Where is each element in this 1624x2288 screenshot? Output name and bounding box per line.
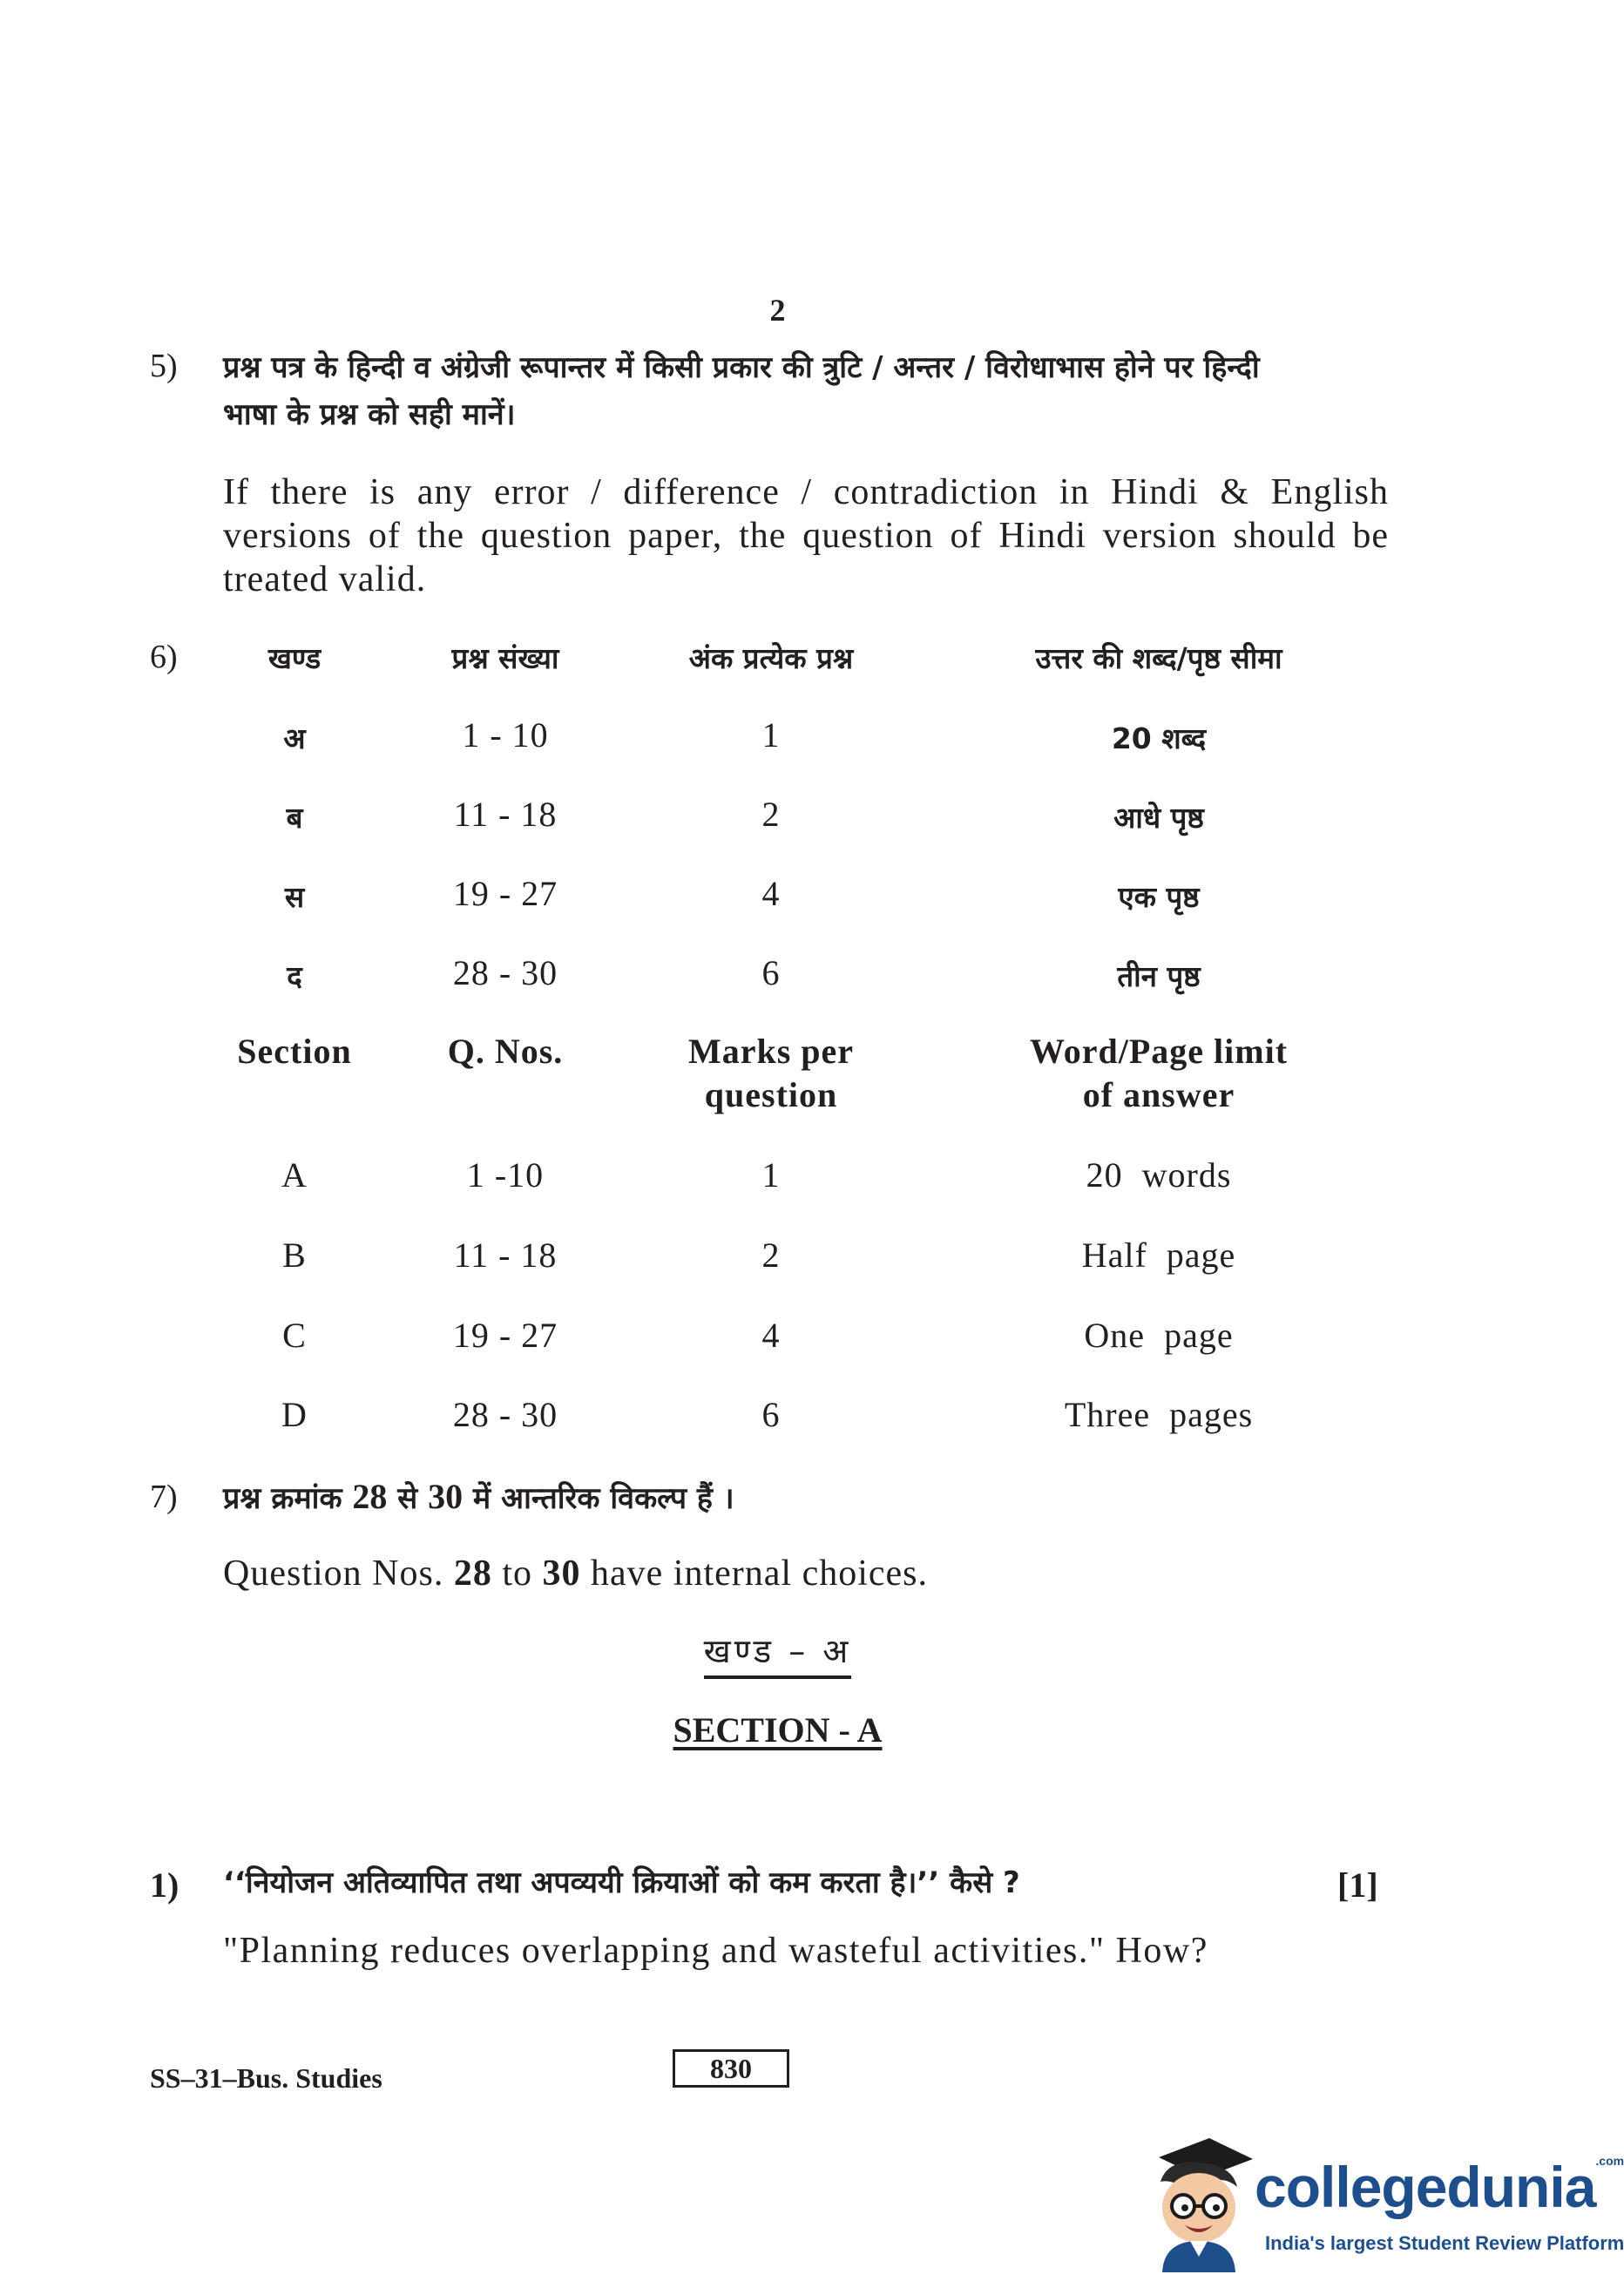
hindi-row-3-section: स — [284, 880, 305, 914]
english-row-4-marks: 6 — [761, 1395, 781, 1434]
hindi-row-4-marks: 6 — [761, 953, 781, 992]
brand-name — [1255, 2154, 1624, 2220]
english-header-qnos: Q. Nos. — [447, 1032, 564, 1071]
hindi-header-limit: उत्तर की शब्द/पृष्ठ सीमा — [1035, 641, 1282, 675]
instruction-7-number: 7) — [150, 1479, 178, 1515]
hindi-row-4-limit: तीन पृष्ठ — [1117, 959, 1201, 993]
instruction-7-english-n2: 30 — [542, 1554, 581, 1594]
english-row-1-section: A — [281, 1155, 308, 1195]
question-1-marks: [1] — [1337, 1865, 1378, 1905]
instruction-5-hindi-line2: भाषा के प्रश्न को सही मानें। — [223, 397, 516, 432]
brand-name-text: collegedunia — [1255, 2155, 1596, 2219]
english-header-limit-line2: of answer — [1082, 1075, 1235, 1114]
english-row-2-section: B — [282, 1235, 307, 1275]
hindi-header-qnos: प्रश्न संख्या — [451, 641, 559, 675]
hindi-row-3-marks: 4 — [761, 874, 781, 913]
section-heading-hindi: खण्ड – अ — [704, 1632, 852, 1679]
section-heading-english-wrap — [0, 1709, 1555, 1750]
instruction-7-hindi-pre: प्रश्न क्रमांक — [223, 1481, 353, 1516]
english-row-1-marks: 1 — [761, 1155, 781, 1195]
english-header-marks-line1: Marks per — [687, 1032, 855, 1071]
hindi-row-4-qnos: 28 - 30 — [452, 953, 558, 992]
brand-tagline: India's largest Student Review Platform — [1265, 2232, 1624, 2254]
english-row-3-limit: One page — [1084, 1316, 1234, 1355]
hindi-row-1-limit: 20 शब्द — [1111, 721, 1207, 755]
instruction-7-english-n1: 28 — [453, 1554, 492, 1594]
hindi-row-2-qnos: 11 - 18 — [453, 795, 558, 834]
instruction-7-hindi — [223, 1471, 734, 1525]
hindi-row-2-limit: आधे पृष्ठ — [1113, 801, 1204, 835]
hindi-row-1-marks: 1 — [761, 715, 781, 755]
instruction-5-number: 5) — [150, 348, 178, 384]
instruction-7-english — [223, 1553, 928, 1594]
instruction-5-hindi-line1: प्रश्न पत्र के हिन्दी व अंग्रेजी रूपान्तर में किसी प्रकार की त्रुटि / अन्तर / विरोधाभास होने पर हिन्दी — [223, 350, 1260, 385]
instruction-7-english-mid: to — [491, 1554, 543, 1594]
instruction-7-hindi-n1: 28 — [352, 1477, 388, 1516]
instruction-6-number: 6) — [150, 639, 178, 675]
english-row-2-limit: Half page — [1081, 1235, 1236, 1275]
hindi-header-section: खण्ड — [267, 641, 321, 675]
hindi-row-2-section: ब — [286, 801, 303, 835]
footer-code-box: 830 — [673, 2049, 789, 2088]
instruction-7-hindi-n2: 30 — [428, 1477, 464, 1516]
section-heading-hindi-wrap — [0, 1628, 1555, 1673]
english-header-limit-line1: Word/Page limit — [1029, 1032, 1289, 1071]
english-row-4-limit: Three pages — [1064, 1395, 1254, 1434]
english-row-1-limit: 20 words — [1086, 1155, 1232, 1195]
hindi-row-4-section: द — [287, 959, 302, 993]
english-row-3-section: C — [282, 1316, 307, 1355]
english-row-4-qnos: 28 - 30 — [452, 1395, 558, 1434]
hindi-row-3-limit: एक पृष्ठ — [1118, 880, 1200, 914]
instruction-7-hindi-post: में आन्तरिक विकल्प हैं । — [463, 1481, 734, 1516]
english-row-2-marks: 2 — [761, 1235, 781, 1275]
english-row-1-qnos: 1 -10 — [466, 1155, 545, 1195]
question-1-english: "Planning reduces overlapping and wasteful activities." How? — [223, 1931, 1208, 1971]
section-heading-english: SECTION - A — [673, 1710, 883, 1750]
hindi-header-marks: अंक प्रत्येक प्रश्न — [688, 641, 854, 675]
english-row-3-qnos: 19 - 27 — [452, 1316, 558, 1355]
hindi-row-1-qnos: 1 - 10 — [462, 715, 549, 755]
page-number: 2 — [769, 293, 786, 328]
english-header-section: Section — [237, 1032, 352, 1071]
hindi-row-1-section: अ — [283, 721, 306, 755]
brand-mascot-icon — [1141, 2133, 1256, 2272]
english-row-4-section: D — [281, 1395, 308, 1434]
instruction-7-hindi-mid: से — [387, 1481, 429, 1516]
english-row-2-qnos: 11 - 18 — [453, 1235, 558, 1275]
question-1-number: 1) — [150, 1865, 179, 1905]
question-1-hindi: ‘‘नियोजन अतिव्यापित तथा अपव्ययी क्रियाओं को कम करता है।’’ कैसे ? — [223, 1865, 1020, 1900]
footer-paper-code: SS–31–Bus. Studies — [150, 2062, 382, 2094]
english-header-marks-line2: question — [704, 1075, 838, 1114]
instruction-7-english-post: have internal choices. — [580, 1554, 929, 1594]
instruction-5-english: If there is any error / difference / contradiction in Hindi & English versions of the question paper, the question of Hindi version should be treated valid. — [223, 472, 1389, 599]
hindi-row-2-marks: 2 — [761, 795, 781, 834]
instruction-7-english-pre: Question Nos. — [223, 1554, 454, 1594]
brand-suffix: .com — [1595, 2154, 1624, 2168]
hindi-row-3-qnos: 19 - 27 — [452, 874, 558, 913]
english-row-3-marks: 4 — [761, 1316, 781, 1355]
